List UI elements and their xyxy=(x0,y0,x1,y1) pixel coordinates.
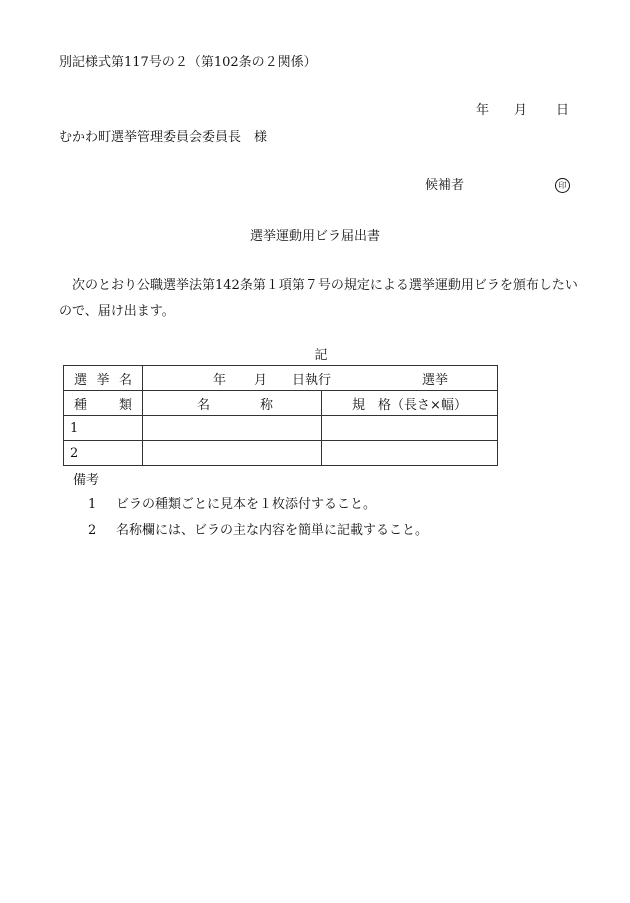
election-row xyxy=(64,366,498,391)
election-day-exec: 日執行 xyxy=(292,372,332,388)
date-year: 年 xyxy=(476,103,490,118)
note-number: 1 xyxy=(88,497,97,512)
table-row xyxy=(64,441,498,466)
election-label-char: 名 xyxy=(118,372,132,388)
row-name-cell[interactable] xyxy=(143,441,322,466)
date-line xyxy=(476,103,569,119)
type-label-char: 類 xyxy=(118,397,132,413)
type-label-char: 種 xyxy=(74,397,88,413)
election-label-char: 挙 xyxy=(96,372,110,388)
table-row xyxy=(64,416,498,441)
records-table xyxy=(63,365,498,466)
election-name-label-cell xyxy=(64,366,143,391)
date-day: 日 xyxy=(556,103,570,118)
name-label-char: 名 xyxy=(197,397,211,413)
name-header-cell xyxy=(143,391,322,416)
row-name-cell[interactable] xyxy=(143,416,322,441)
election-year: 年 xyxy=(213,372,227,388)
row-number-cell: 2 xyxy=(64,441,143,466)
row-spec-cell[interactable] xyxy=(322,441,498,466)
spec-header-cell xyxy=(322,391,498,416)
row-spec-cell[interactable] xyxy=(322,416,498,441)
date-month: 月 xyxy=(514,103,528,118)
header-row xyxy=(64,391,498,416)
body-text: 次のとおり公職選挙法第142条第１項第７号の規定による選挙運動用ビラを頒布したいので、届け出ます。 xyxy=(59,278,578,319)
addressee: むかわ町選挙管理委員会委員長 様 xyxy=(59,130,268,145)
row-number-cell: 1 xyxy=(64,416,143,441)
election-name-value-cell[interactable] xyxy=(143,366,498,391)
note-text: 名称欄には、ビラの主な内容を簡単に記載すること。 xyxy=(116,523,429,538)
type-header-cell xyxy=(64,391,143,416)
election-month: 月 xyxy=(254,372,268,388)
note-item xyxy=(88,497,376,513)
seal-icon: 印 xyxy=(555,178,570,193)
ki-heading: 記 xyxy=(314,348,328,363)
note-text: ビラの種類ごとに見本を１枚添付すること。 xyxy=(116,497,377,512)
document-title: 選挙運動用ビラ届出書 xyxy=(249,229,380,244)
election-suffix: 選挙 xyxy=(422,372,449,388)
candidate-label: 候補者 xyxy=(425,178,465,193)
name-label-char: 称 xyxy=(259,397,273,413)
notes-heading: 備考 xyxy=(73,473,100,488)
form-number: 別記様式第117号の２（第102条の２関係） xyxy=(59,55,317,70)
note-item xyxy=(88,523,428,539)
spec-label: 規 格（長さ×幅） xyxy=(352,397,467,413)
note-number: 2 xyxy=(88,523,97,538)
election-label-char: 選 xyxy=(74,372,88,388)
